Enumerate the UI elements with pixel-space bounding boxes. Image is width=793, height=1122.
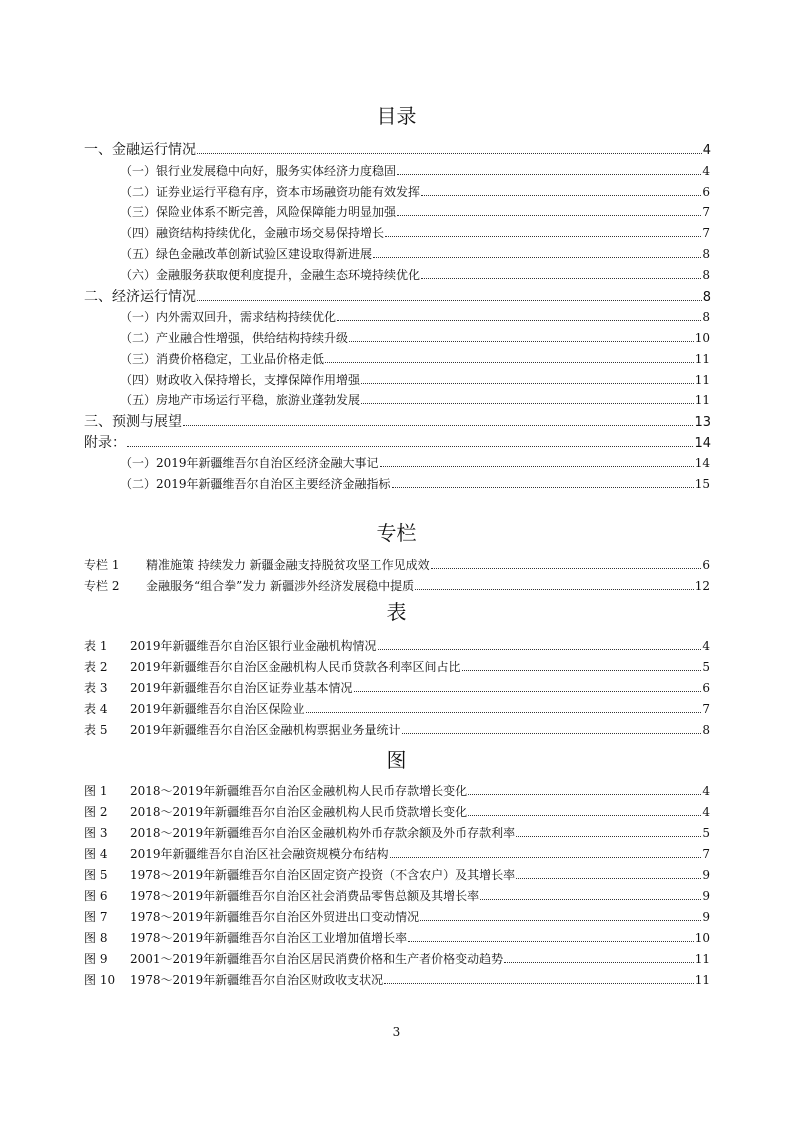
table-number: 表 2 — [84, 660, 108, 674]
figure-entry[interactable] — [84, 887, 710, 907]
toc-item[interactable] — [120, 371, 710, 391]
toc-appendix[interactable] — [84, 432, 711, 452]
dot-leader — [384, 983, 694, 984]
dot-leader — [397, 174, 701, 175]
table-entry[interactable] — [84, 700, 710, 720]
figure-number: 图 10 — [84, 973, 116, 987]
dot-leader — [197, 153, 702, 154]
figure-number: 图 3 — [84, 826, 108, 840]
dot-leader — [325, 362, 694, 363]
toc-item[interactable] — [120, 391, 710, 411]
toc-item-label: （二）2019年新疆维吾尔自治区主要经济金融指标 — [120, 477, 391, 491]
toc-item[interactable] — [120, 162, 710, 182]
dot-leader — [408, 941, 694, 942]
figure-label: 2018～2019年新疆维吾尔自治区金融机构人民币贷款增长变化 — [130, 805, 468, 819]
toc-title: 目录 — [376, 104, 417, 128]
dot-leader — [354, 691, 702, 692]
column-page: 6 — [702, 558, 710, 572]
dot-leader — [361, 383, 694, 384]
toc-chapter-label: 附录： — [84, 435, 126, 451]
figures-title: 图 — [386, 748, 407, 772]
toc-item-label: （二）产业融合性增强，供给结构持续升级 — [120, 331, 349, 345]
table-page: 8 — [702, 723, 710, 737]
toc-item[interactable] — [120, 245, 710, 265]
dot-leader — [183, 425, 693, 426]
table-label: 2019年新疆维吾尔自治区保险业 — [130, 702, 305, 716]
figure-entry[interactable] — [84, 908, 710, 928]
table-page: 5 — [702, 660, 710, 674]
figure-label: 1978～2019年新疆维吾尔自治区固定资产投资（不含农户）及其增长率 — [130, 868, 516, 882]
dot-leader — [392, 487, 694, 488]
page-number: 3 — [392, 1025, 401, 1039]
toc-item-label: （五）绿色金融改革创新试验区建设取得新进展 — [120, 247, 373, 261]
toc-item-label: （五）房地产市场运行平稳，旅游业蓬勃发展 — [120, 393, 361, 407]
toc-item-page: 7 — [702, 226, 710, 240]
column-number: 专栏 2 — [84, 579, 120, 593]
figure-entry[interactable] — [84, 929, 710, 949]
toc-item-label: （三）保险业体系不断完善，风险保障能力明显加强 — [120, 205, 397, 219]
dot-leader — [468, 794, 701, 795]
tables-title: 表 — [386, 600, 407, 624]
column-label: 精准施策 持续发力 新疆金融支持脱贫攻坚工作见成效 — [146, 558, 430, 572]
figure-number: 图 8 — [84, 931, 108, 945]
table-label: 2019年新疆维吾尔自治区银行业金融机构情况 — [130, 639, 377, 653]
table-number: 表 5 — [84, 723, 108, 737]
toc-item[interactable] — [120, 266, 710, 286]
toc-chapter-3[interactable] — [84, 411, 711, 431]
figure-page: 10 — [694, 931, 710, 945]
figure-label: 2018～2019年新疆维吾尔自治区金融机构外币存款余额及外币存款利率 — [130, 826, 516, 840]
toc-item[interactable] — [120, 329, 710, 349]
toc-item-page: 15 — [694, 477, 710, 491]
dot-leader — [380, 466, 694, 467]
dot-leader — [421, 278, 701, 279]
toc-item-page: 14 — [694, 456, 710, 470]
toc-chapter-page: 4 — [702, 143, 711, 158]
figure-label: 1978～2019年新疆维吾尔自治区工业增加值增长率 — [130, 931, 408, 945]
figure-entry[interactable] — [84, 824, 710, 844]
figure-label: 2018～2019年新疆维吾尔自治区金融机构人民币存款增长变化 — [130, 784, 468, 798]
column-number: 专栏 1 — [84, 558, 120, 572]
dot-leader — [420, 920, 701, 921]
toc-item-page: 8 — [702, 247, 710, 261]
toc-item-page: 6 — [702, 185, 710, 199]
toc-item-page: 11 — [694, 393, 710, 407]
figure-number: 图 5 — [84, 868, 108, 882]
figure-entry[interactable] — [84, 782, 710, 802]
toc-chapter-label: 一、金融运行情况 — [84, 142, 196, 158]
toc-item-label: （四）财政收入保持增长，支撑保障作用增强 — [120, 373, 361, 387]
figure-number: 图 4 — [84, 847, 108, 861]
columns-title: 专栏 — [376, 521, 417, 545]
toc-item-page: 4 — [702, 164, 710, 178]
figure-entry[interactable] — [84, 803, 710, 823]
toc-item[interactable] — [120, 308, 710, 328]
dot-leader — [337, 320, 701, 321]
table-number: 表 1 — [84, 639, 108, 653]
toc-chapter-page: 13 — [694, 415, 711, 430]
toc-item-page: 8 — [702, 310, 710, 324]
toc-item-label: （六）金融服务获取便利度提升，金融生态环境持续优化 — [120, 268, 421, 282]
dot-leader — [504, 962, 694, 963]
toc-item-label: （一）2019年新疆维吾尔自治区经济金融大事记 — [120, 456, 379, 470]
toc-item-label: （一）银行业发展稳中向好，服务实体经济力度稳固 — [120, 164, 397, 178]
toc-chapter-page: 8 — [702, 290, 711, 305]
dot-leader — [373, 257, 701, 258]
dot-leader — [468, 815, 701, 816]
dot-leader — [197, 300, 702, 301]
figure-page: 9 — [702, 868, 710, 882]
dot-leader — [480, 899, 701, 900]
figure-entry[interactable] — [84, 845, 710, 865]
figure-entry[interactable] — [84, 950, 710, 970]
dot-leader — [516, 878, 701, 879]
toc-item[interactable] — [120, 454, 710, 474]
toc-chapter-1[interactable] — [84, 139, 711, 159]
figure-number: 图 1 — [84, 784, 108, 798]
figure-label: 1978～2019年新疆维吾尔自治区财政收支状况 — [130, 973, 384, 987]
toc-item[interactable] — [120, 183, 710, 203]
toc-chapter-label: 二、经济运行情况 — [84, 289, 196, 305]
figure-label: 1978～2019年新疆维吾尔自治区社会消费品零售总额及其增长率 — [130, 889, 480, 903]
figure-page: 5 — [702, 826, 710, 840]
dot-leader — [397, 215, 701, 216]
dot-leader — [306, 712, 702, 713]
toc-item-page: 10 — [694, 331, 710, 345]
figure-number: 图 7 — [84, 910, 108, 924]
dot-leader — [516, 836, 701, 837]
dot-leader — [415, 589, 694, 590]
figure-page: 9 — [702, 889, 710, 903]
figure-page: 11 — [694, 952, 710, 966]
table-entry[interactable] — [84, 658, 710, 678]
toc-item-label: （四）融资结构持续优化，金融市场交易保持增长 — [120, 226, 385, 240]
toc-chapter-page: 14 — [694, 436, 711, 451]
toc-chapter-2[interactable] — [84, 286, 711, 306]
dot-leader — [402, 733, 702, 734]
toc-item-page: 7 — [702, 205, 710, 219]
figure-page: 11 — [694, 973, 710, 987]
toc-item[interactable] — [120, 350, 710, 370]
dot-leader — [127, 446, 693, 447]
column-label: 金融服务“组合拳”发力 新疆涉外经济发展稳中提质 — [146, 579, 415, 593]
dot-leader — [462, 670, 702, 671]
column-page: 12 — [694, 579, 710, 593]
figure-label: 2001～2019年新疆维吾尔自治区居民消费价格和生产者价格变动趋势 — [130, 952, 504, 966]
toc-item[interactable] — [120, 224, 710, 244]
dot-leader — [349, 341, 694, 342]
table-entry[interactable] — [84, 721, 710, 741]
dot-leader — [361, 403, 694, 404]
dot-leader — [385, 236, 701, 237]
dot-leader — [378, 649, 702, 650]
figure-entry[interactable] — [84, 971, 710, 991]
toc-item-label: （二）证券业运行平稳有序，资本市场融资功能有效发挥 — [120, 185, 421, 199]
table-page: 4 — [702, 639, 710, 653]
figure-label: 1978～2019年新疆维吾尔自治区外贸进出口变动情况 — [130, 910, 420, 924]
dot-leader — [390, 857, 702, 858]
table-page: 7 — [702, 702, 710, 716]
figure-label: 2019年新疆维吾尔自治区社会融资规模分布结构 — [130, 847, 389, 861]
toc-item-label: （一）内外需双回升，需求结构持续优化 — [120, 310, 337, 324]
table-page: 6 — [702, 681, 710, 695]
toc-item-page: 8 — [702, 268, 710, 282]
toc-item-label: （三）消费价格稳定，工业品价格走低 — [120, 352, 325, 366]
table-entry[interactable] — [84, 637, 710, 657]
figure-number: 图 9 — [84, 952, 108, 966]
toc-item[interactable] — [120, 203, 710, 223]
table-label: 2019年新疆维吾尔自治区证券业基本情况 — [130, 681, 353, 695]
figure-entry[interactable] — [84, 866, 710, 886]
table-entry[interactable] — [84, 679, 710, 699]
table-label: 2019年新疆维吾尔自治区金融机构人民币贷款各利率区间占比 — [130, 660, 461, 674]
dot-leader — [421, 195, 701, 196]
column-entry[interactable] — [84, 577, 710, 597]
table-number: 表 3 — [84, 681, 108, 695]
figure-page: 9 — [702, 910, 710, 924]
toc-item-page: 11 — [694, 373, 710, 387]
column-entry[interactable] — [84, 556, 710, 576]
table-number: 表 4 — [84, 702, 108, 716]
figure-number: 图 6 — [84, 889, 108, 903]
dot-leader — [431, 568, 702, 569]
figure-page: 7 — [702, 847, 710, 861]
figure-page: 4 — [702, 784, 710, 798]
toc-chapter-label: 三、预测与展望 — [84, 414, 182, 430]
toc-item-page: 11 — [694, 352, 710, 366]
figure-number: 图 2 — [84, 805, 108, 819]
figure-page: 4 — [702, 805, 710, 819]
table-label: 2019年新疆维吾尔自治区金融机构票据业务量统计 — [130, 723, 401, 737]
toc-item[interactable] — [120, 475, 710, 495]
